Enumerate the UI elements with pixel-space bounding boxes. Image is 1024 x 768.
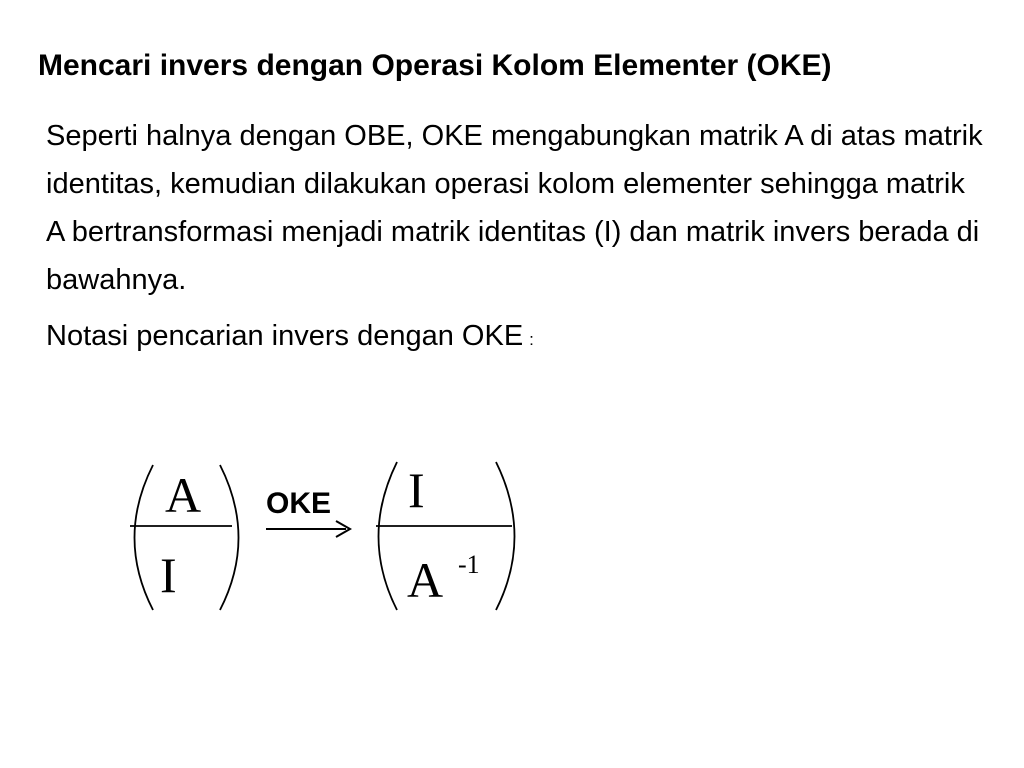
slide-title: Mencari invers dengan Operasi Kolom Elementer (OKE)	[38, 49, 832, 82]
right-matrix-bottom-entry: A	[407, 552, 444, 608]
arrow-label: OKE	[266, 487, 332, 520]
left-matrix-top-entry: A	[165, 467, 202, 523]
right-matrix-bottom-superscript: -1	[458, 550, 480, 579]
right-block-matrix	[376, 462, 515, 610]
left-matrix-open-paren	[135, 465, 154, 610]
left-matrix-close-paren	[220, 465, 239, 610]
left-block-matrix	[130, 465, 239, 610]
right-matrix-top-entry: I	[408, 462, 425, 518]
oke-arrow-group	[266, 487, 350, 537]
right-matrix-open-paren	[379, 462, 398, 610]
notation-intro-colon: :	[529, 330, 534, 349]
right-matrix-close-paren	[496, 462, 515, 610]
notation-intro-text: Notasi pencarian invers dengan OKE	[46, 320, 524, 352]
left-matrix-bottom-entry: I	[160, 547, 177, 603]
paragraph-description: Seperti halnya dengan OBE, OKE mengabungkan matrik A di atas matrik identitas, kemudian dilakukan operasi kolom elementer sehingga matrik A bertransformasi menjadi matrik identitas (I) dan matrik invers berada di bawahnya.	[46, 120, 983, 296]
